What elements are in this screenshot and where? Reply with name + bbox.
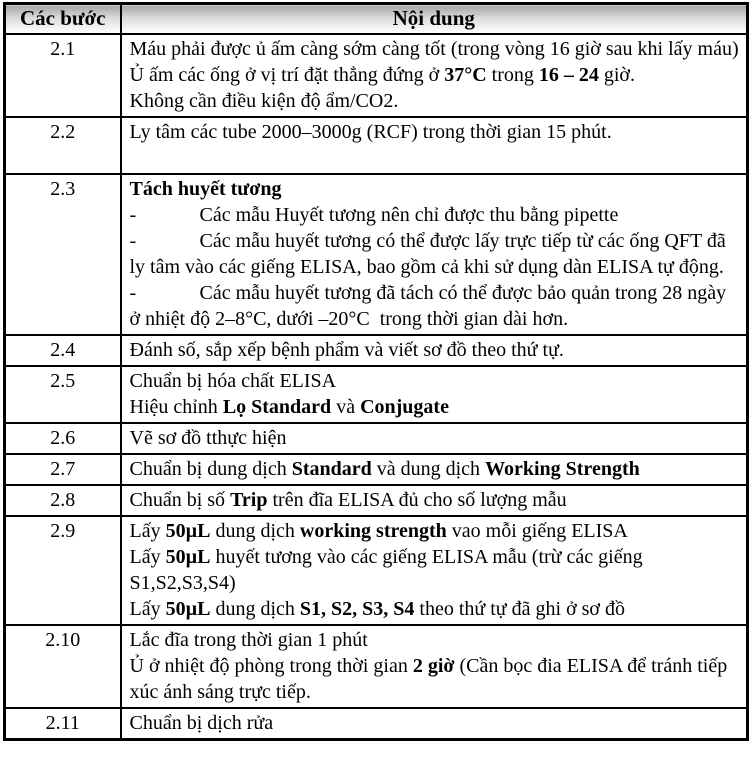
procedure-table [3, 2, 749, 741]
bold-text-segment: Trip [230, 489, 268, 511]
header-row [5, 4, 748, 35]
table-body [5, 34, 748, 740]
bold-text-segment: 50µL [165, 546, 211, 568]
paragraph [130, 394, 741, 420]
text-segment: dung dịch [210, 598, 300, 620]
paragraph [130, 627, 741, 653]
paragraph [130, 228, 741, 280]
step-cell: 2.1 [5, 34, 121, 117]
text-segment: Ủ ấm các ống ở vị trí đặt thẳng đứng ở [129, 64, 445, 86]
step-cell: 2.5 [5, 366, 121, 423]
text-segment: và [331, 396, 361, 418]
step-cell: 2.7 [5, 454, 121, 485]
table-row [5, 516, 748, 625]
text-segment: (Cần bọc đia ELISA để tránh tiếp xúc ánh sáng trực tiếp. [129, 655, 733, 703]
text-segment: Ủ ở nhiệt độ phòng trong thời gian [129, 655, 413, 677]
content-cell [121, 366, 748, 423]
text-segment: Ly tâm các tube 2000–3000g (RCF) trong thời gian 15 phút. [129, 121, 612, 143]
table-header [5, 4, 748, 35]
text-segment: - Các mẫu Huyết tương nên chỉ được thu bằng pipette [129, 204, 619, 226]
text-segment: Lấy [129, 546, 166, 568]
bold-text-segment: 50µL [165, 520, 211, 542]
header-cell-content: Nội dung [121, 4, 748, 35]
paragraph [130, 280, 741, 332]
bold-text-segment: Conjugate [360, 396, 449, 418]
text-segment: theo thứ tự đã ghi ở sơ đồ [414, 598, 626, 620]
paragraph [130, 176, 741, 202]
step-cell: 2.11 [5, 708, 121, 740]
step-cell: 2.2 [5, 117, 121, 174]
bold-text-segment: Standard [291, 458, 372, 480]
text-segment: huyết tương vào các giếng ELISA mẫu (trừ các giếng S1,S2,S3,S4) [129, 546, 648, 594]
text-segment: Lấy [129, 520, 166, 542]
text-segment: Chuẩn bị dịch rửa [129, 712, 274, 734]
paragraph [130, 653, 741, 705]
text-segment: Máu phải được ủ ấm càng sớm càng tốt (trong vòng 16 giờ sau khi lấy máu) [129, 38, 739, 60]
table-row [5, 625, 748, 708]
text-segment: Hiệu chỉnh [129, 396, 223, 418]
step-cell: 2.10 [5, 625, 121, 708]
paragraph [130, 596, 741, 622]
paragraph [130, 36, 741, 62]
paragraph [130, 487, 741, 513]
step-cell: 2.4 [5, 335, 121, 366]
content-cell [121, 454, 748, 485]
paragraph [130, 119, 741, 145]
content-cell [121, 174, 748, 335]
paragraph [130, 88, 741, 114]
bold-text-segment: 2 giờ [412, 655, 455, 677]
text-segment: - Các mẫu huyết tương có thể được lấy trực tiếp từ các ống QFT đã ly tâm vào các giếng ELISA, bao gồm cả khi sử dụng dàn ELISA tự động. [129, 230, 731, 278]
paragraph [130, 62, 741, 88]
table-row [5, 708, 748, 740]
bold-text-segment: Lọ Standard [222, 396, 332, 418]
content-cell [121, 516, 748, 625]
table-row [5, 423, 748, 454]
table-row [5, 366, 748, 423]
content-cell [121, 625, 748, 708]
table-row [5, 335, 748, 366]
bold-text-segment: S1, S2, S3, S4 [299, 598, 415, 620]
text-segment: dung dịch [210, 520, 300, 542]
bold-text-segment: 16 – 24 [538, 64, 599, 86]
paragraph [130, 710, 741, 736]
text-segment: Lắc đĩa trong thời gian 1 phút [129, 629, 368, 651]
content-cell [121, 485, 748, 516]
text-segment: và dung dịch [371, 458, 486, 480]
paragraph [130, 518, 741, 544]
table-row [5, 34, 748, 117]
text-segment: Chuẩn bị hóa chất ELISA [129, 370, 337, 392]
header-cell-steps: Các bước [5, 4, 121, 35]
bold-text-segment: Tách huyết tương [129, 178, 282, 200]
text-segment: trên đĩa ELISA đủ cho số lượng mẫu [267, 489, 567, 511]
bold-text-segment: 50µL [165, 598, 211, 620]
content-cell [121, 335, 748, 366]
step-cell: 2.8 [5, 485, 121, 516]
table-row [5, 117, 748, 174]
text-segment [130, 147, 135, 169]
text-segment: giờ. [598, 64, 636, 86]
text-segment: vao mỗi giếng ELISA [446, 520, 628, 542]
step-cell: 2.9 [5, 516, 121, 625]
text-segment: Đánh số, sắp xếp bệnh phẩm và viết sơ đồ theo thứ tự. [129, 339, 564, 361]
paragraph [130, 425, 741, 451]
paragraph [130, 202, 741, 228]
paragraph [130, 456, 741, 482]
bold-text-segment: Working Strength [485, 458, 640, 480]
text-segment: trong [486, 64, 539, 86]
content-cell [121, 708, 748, 740]
table-row [5, 485, 748, 516]
step-cell: 2.6 [5, 423, 121, 454]
paragraph [130, 368, 741, 394]
text-segment: Không cần điều kiện độ ẩm/CO2. [129, 90, 399, 112]
text-segment: Chuẩn bị số [129, 489, 231, 511]
table-row [5, 454, 748, 485]
table-row [5, 174, 748, 335]
bold-text-segment: 37°C [444, 64, 487, 86]
bold-text-segment: working strength [299, 520, 447, 542]
content-cell [121, 117, 748, 174]
content-cell [121, 34, 748, 117]
text-segment: - Các mẫu huyết tương đã tách có thể được bảo quản trong 28 ngày ở nhiệt độ 2–8°C, dưới –20°C trong thời gian dài hơn. [129, 282, 732, 330]
text-segment: Chuẩn bị dung dịch [129, 458, 292, 480]
content-cell [121, 423, 748, 454]
paragraph [130, 544, 741, 596]
paragraph [130, 337, 741, 363]
text-segment: Vẽ sơ đồ tthực hiện [129, 427, 287, 449]
text-segment: Lấy [129, 598, 166, 620]
paragraph [130, 145, 741, 171]
step-cell: 2.3 [5, 174, 121, 335]
